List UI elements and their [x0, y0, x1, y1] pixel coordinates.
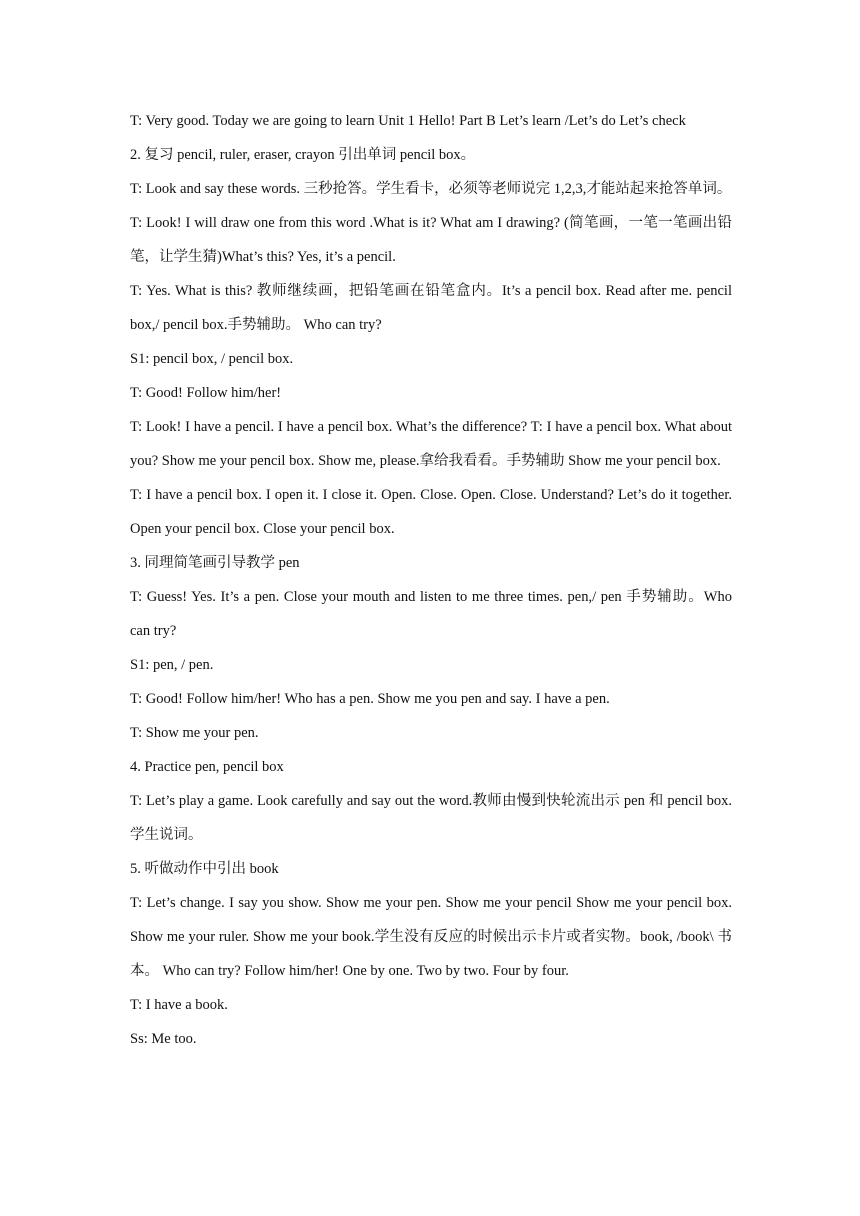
paragraph: T: Let’s change. I say you show. Show me your pen. Show me your pencil Show me your pencil box. Show me your ruler. Show me your book.学生没有反应的时候出示卡片或者实物。book, /book\ 书本。 Who can try? Follow him/her! One by one. Two by two. Four by four. [130, 895, 732, 979]
paragraph: T: Good! Follow him/her! Who has a pen. Show me you pen and say. I have a pen. [130, 691, 610, 707]
document-body [130, 104, 732, 1056]
paragraph: 4. Practice pen, pencil box [130, 759, 284, 775]
paragraph: T: Very good. Today we are going to learn Unit 1 Hello! Part B Let’s learn /Let’s do Let’s check [130, 113, 686, 129]
paragraph: T: I have a book. [130, 997, 228, 1013]
paragraph: Ss: Me too. [130, 1031, 197, 1047]
paragraph: T: Look! I will draw one from this word .What is it? What am I drawing? (简笔画，一笔一笔画出铅笔，让学生猜)What’s this? Yes, it’s a pencil. [130, 215, 732, 265]
paragraph: T: Let’s play a game. Look carefully and say out the word.教师由慢到快轮流出示 pen 和 pencil box.学生说词。 [130, 793, 732, 843]
paragraph: T: I have a pencil box. I open it. I close it. Open. Close. Open. Close. Understand? Let’s do it together. Open your pencil box. Close your pencil box. [130, 487, 732, 537]
paragraph: 5. 听做动作中引出 book [130, 861, 279, 877]
paragraph: S1: pencil box, / pencil box. [130, 351, 294, 367]
paragraph: 2. 复习 pencil, ruler, eraser, crayon 引出单词 pencil box。 [130, 147, 476, 163]
paragraph: T: Good! Follow him/her! [130, 385, 282, 401]
paragraph: S1: pen, / pen. [130, 657, 214, 673]
paragraph: T: Look! I have a pencil. I have a pencil box. What’s the difference? T: I have a pencil box. What about you? Show me your pencil box. Show me, please.拿给我看看。手势辅助 Show me your pencil box. [130, 419, 732, 469]
paragraph: T: Look and say these words. 三秒抢答。学生看卡，必须等老师说完 1,2,3,才能站起来抢答单词。 [130, 181, 732, 197]
paragraph: T: Show me your pen. [130, 725, 259, 741]
paragraph: T: Yes. What is this? 教师继续画，把铅笔画在铅笔盒内。It’s a pencil box. Read after me. pencil box,/ pencil box.手势辅助。 Who can try? [130, 283, 732, 333]
paragraph: 3. 同理简笔画引导教学 pen [130, 555, 300, 571]
paragraph: T: Guess! Yes. It’s a pen. Close your mouth and listen to me three times. pen,/ pen 手势辅助。Who can try? [130, 589, 732, 639]
